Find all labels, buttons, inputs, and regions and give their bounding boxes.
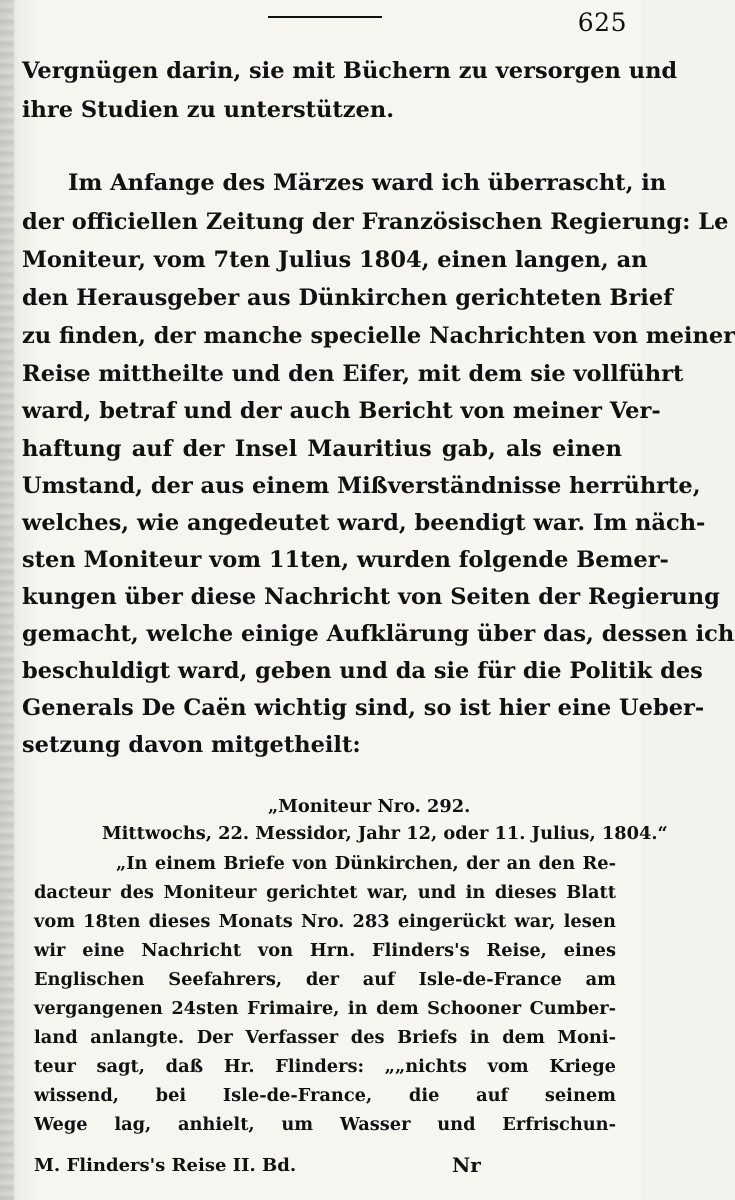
- gutter-shadow: [0, 0, 14, 1200]
- quote-line: Wege lag, anhielt, um Wasser und Erfrischun-: [34, 1114, 616, 1135]
- text-line: gemacht, welche einige Aufklärung über das, dessen ich: [22, 621, 735, 647]
- quote-line: wissend, bei Isle-de-France, die auf seinem: [34, 1085, 616, 1106]
- quote-heading: „Moniteur Nro. 292.: [268, 796, 471, 817]
- text-line: sten Moniteur vom 11ten, wurden folgende Bemer-: [22, 547, 669, 573]
- text-line: welches, wie angedeutet ward, beendigt war. Im näch-: [22, 510, 706, 536]
- text-line: kungen über diese Nachricht von Seiten der Regierung: [22, 584, 720, 610]
- text-line: Generals De Caën wichtig sind, so ist hier eine Ueber-: [22, 695, 705, 721]
- text-line: Umstand, der aus einem Mißverständnisse herrührte,: [22, 473, 701, 499]
- text-line: Im Anfange des Märzes ward ich überrascht, in: [68, 170, 667, 196]
- quote-date: Mittwochs, 22. Messidor, Jahr 12, oder 11. Julius, 1804.“: [102, 823, 668, 844]
- text-line: Reise mittheilte und den Eifer, mit dem sie vollführt: [22, 361, 684, 387]
- quote-line: dacteur des Moniteur gerichtet war, und in dieses Blatt: [34, 882, 616, 903]
- header-rule: [268, 16, 382, 18]
- text-line: Vergnügen darin, sie mit Büchern zu versorgen und: [22, 58, 678, 84]
- text-line: haftung auf der Insel Mauritius gab, als einen: [22, 436, 622, 462]
- quote-line: land anlangte. Der Verfasser des Briefs in dem Moni-: [34, 1027, 616, 1048]
- text-line: der officiellen Zeitung der Französischen Regierung: Le: [22, 209, 729, 235]
- quote-line: „In einem Briefe von Dünkirchen, der an den Re-: [116, 853, 616, 874]
- quote-line: vom 18ten dieses Monats Nro. 283 eingerückt war, lesen: [34, 911, 616, 932]
- quote-line: wir eine Nachricht von Hrn. Flinders's Reise, eines: [34, 940, 616, 961]
- text-line: Moniteur, vom 7ten Julius 1804, einen langen, an: [22, 247, 648, 273]
- text-line: den Herausgeber aus Dünkirchen gerichteten Brief: [22, 285, 673, 311]
- page-number: 625: [577, 8, 627, 37]
- text-line: ihre Studien zu unterstützen.: [22, 97, 395, 123]
- text-line: zu finden, der manche specielle Nachrichten von meiner: [22, 323, 735, 349]
- signature-mark: Nr: [452, 1153, 481, 1177]
- quote-line: teur sagt, daß Hr. Flinders: „„nichts vom Kriege: [34, 1056, 616, 1077]
- text-line: beschuldigt ward, geben und da sie für die Politik des: [22, 658, 703, 684]
- signature-line: M. Flinders's Reise II. Bd.: [34, 1155, 297, 1176]
- quote-line: vergangenen 24sten Frimaire, in dem Schooner Cumber-: [34, 998, 616, 1019]
- text-line: setzung davon mitgetheilt:: [22, 732, 361, 758]
- text-line: ward, betraf und der auch Bericht von meiner Ver-: [22, 398, 661, 424]
- quote-line: Englischen Seefahrers, der auf Isle-de-France am: [34, 969, 616, 990]
